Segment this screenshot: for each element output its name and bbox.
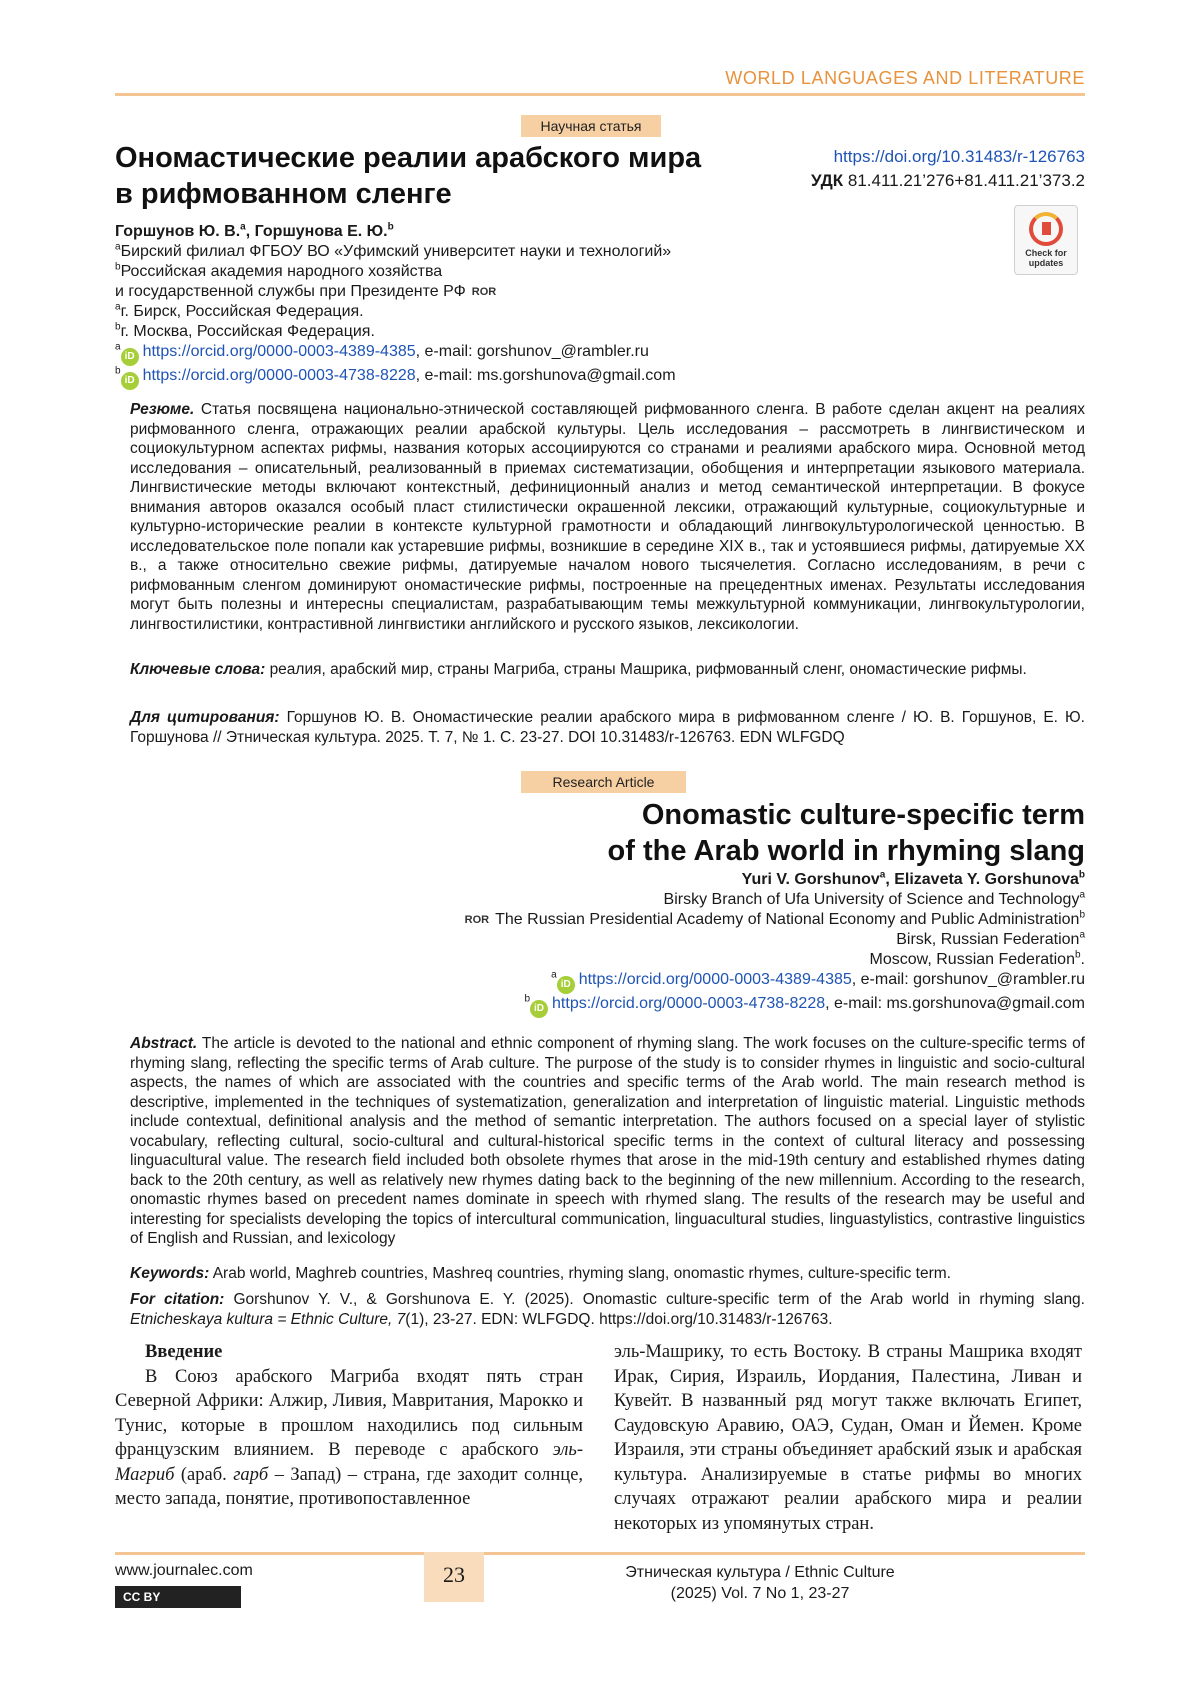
orcid-b-ru: $^b$iD https://orcid.org/0000-0003-4738-8228, e-mail: ms.gorshunova@gmail.com <box>115 366 765 390</box>
orcid-icon[interactable]: iD <box>557 976 575 994</box>
check-for-updates-badge[interactable]: Check for updates <box>1014 205 1078 275</box>
body-paragraph: эль-Машрику, то есть Востоку. В страны Машрика входят Ирак, Сирия, Израиль, Иордания, Палестина, Ливан и Кувейт. В названный ряд могут также включать Египет, Саудовскую Аравию, ОАЭ, Судан, Оман и Йемен. Кроме Израиля, эти страны объединяет арабский язык и арабская культура. Анализируемые в статье рифмы во многих случаях отражают реалии арабского мира и реалии некоторых из упомянутых стран. <box>614 1342 1082 1534</box>
ror-icon[interactable]: ROR <box>464 914 490 926</box>
doi-link[interactable]: https://doi.org/10.31483/r-126763 <box>833 147 1085 166</box>
article-title-ru: Ономастические реалии арабского мира в рифмованном сленге <box>115 142 702 210</box>
udk: УДК 81.411.21’276+81.411.21’373.2 <box>810 171 1085 190</box>
affiliation-b-ru-cont: и государственной службы при Президенте РФ ROR <box>115 283 497 300</box>
authors-block-ru <box>115 222 765 390</box>
article-meta <box>811 145 1085 193</box>
section-heading: Введение <box>145 1342 223 1362</box>
ror-icon[interactable]: ROR <box>471 286 497 298</box>
footer-journal-info: Этническая культура / Ethnic Culture (2025) Vol. 7 No 1, 23-27 <box>625 1564 895 1602</box>
author-names-ru: Горшунов Ю. В.$^a$, Горшунова Е. Ю.$^b$ <box>115 221 394 240</box>
footer-left <box>115 1562 253 1608</box>
orcid-icon[interactable]: iD <box>530 1000 548 1018</box>
affiliation-a-ru: $^a$Бирский филиал ФГБОУ ВО «Уфимский университет науки и технологий» <box>115 241 672 260</box>
check-for-updates-icon <box>1029 212 1063 246</box>
orcid-icon[interactable]: iD <box>121 372 139 390</box>
author-names-en: Yuri V. Gorshunov$^a$, Elizaveta Y. Gorshunova$^b$ <box>741 869 1085 888</box>
affiliation-a-en: Birsky Branch of Ufa University of Science and Technology$^a$ <box>663 889 1085 908</box>
article-title-en: Onomastic culture-specific term of the Arab world in rhyming slang <box>607 799 1085 867</box>
journal-website[interactable]: www.journalec.com <box>115 1562 253 1579</box>
authors-block-en <box>185 870 1085 1018</box>
page-header <box>115 60 1085 96</box>
city-a-ru: $^a$г. Бирск, Российская Федерация. <box>115 301 364 320</box>
orcid-icon[interactable]: iD <box>121 348 139 366</box>
body-paragraph: В Союз арабского Магриба входят пять стран Северной Африки: Алжир, Ливия, Мавритания, Марокко и Тунис, которые в прошлом находились под сильным французским влиянием. В переводе с арабского эль-Магриб (араб. гарб – Запад) – страна, где заходит солнце, место запада, понятие, противопоставленное <box>115 1366 584 1509</box>
body-column-2 <box>614 1340 1082 1536</box>
citation-ru: Для цитирования: Горшунов Ю. В. Ономастические реалии арабского мира в рифмованном сленге / Ю. В. Горшунов, Е. Ю. Горшунова // Этническая культура. 2025. Т. 7, № 1. С. 23-27. DOI 10.31483/r-126763. EDN WLFGDQ <box>130 709 1085 746</box>
orcid-b-en: $^b$iD https://orcid.org/0000-0003-4738-8228, e-mail: ms.gorshunova@gmail.com <box>185 994 1085 1018</box>
city-a-en: Birsk, Russian Federation$^a$ <box>896 929 1085 948</box>
orcid-a-en: $^a$iD https://orcid.org/0000-0003-4389-4385, e-mail: gorshunov_@rambler.ru <box>185 970 1085 994</box>
city-b-en: Moscow, Russian Federation$^b$. <box>869 949 1085 968</box>
abstract-en: Abstract. The article is devoted to the national and ethnic component of rhyming slang. The work focuses on the culture-specific terms of rhyming slang, reflecting the specific terms of Arab culture. The purpose of the study is to consider rhymes in linguistic and socio-cultural aspects, the names of which are associated with the countries and specific terms of the Arab world. The main research method is descriptive, implemented in the techniques of systematization, generalization and interpretation of linguistic material. Linguistic methods include contextual, definitional analysis and the method of semantic interpretation. The authors focused on a special layer of stylistic vocabulary, reflecting cultural, socio-cultural and cultural-historical specific terms in the context of cultural literacy and possessing linguacultural value. The research field included both obsolete rhymes that arose in the mid-19th century and established rhymes dating back to the 20th century, as well as relatively new rhymes dating back to the beginning of the new millennium. According to the research, onomastic rhymes based on precedent names dominate in speech with rhymed slang. The results of the research may be useful and interesting for specialists developing the topics of intercultural communication, linguacultural studies, linguastylistics, contrastive linguistics of English and Russian, and lexicology <box>130 1035 1085 1247</box>
article-type-tag-en: Research Article <box>521 771 686 793</box>
keywords-ru: Ключевые слова: реалия, арабский мир, страны Магриба, страны Машрика, рифмованный сленг, ономастические рифмы. <box>130 661 1027 678</box>
abstract-ru: Резюме. Статья посвящена национально-этнической составляющей рифмованного сленга. В работе сделан акцент на реалиях рифмованного сленга, отражающих реалии арабской культуры. Цель исследования – рассмотреть в лингвистическом и социокультурном аспектах рифмы, названия которых ассоциируются со странами и реалиями арабского мира. Основной метод исследования – описательный, реализованный в приемах систематизации, обобщения и интерпретации языкового материала. Лингвистические методы включают контекстный, дефиниционный анализ и метод семантической интерпретации. В фокусе внимания авторов оказался особый пласт стилистически окрашенной лексики, отражающий культурные, социокультурные и культурно-исторические реалии в контексте культурной грамотности и обладающий лингвокультурологической ценностью. В исследовательское поле попали как устаревшие рифмы, возникшие в середине XIX в., так и устоявшиеся рифмы, датируемые XX в., а также относительно свежие рифмы, датируемые началом нового тысячелетия. Согласно исследованиям, в речи с рифмованным сленгом доминируют ономастические рифмы, построенные на прецедентных именах. Результаты исследования могут быть полезны и интересны специалистам, разрабатывающим темы межкультурной коммуникации, лингвокультурологии, лингвостилистики, контрастивной лингвистики английского и русского языков, лексикологии. <box>130 401 1085 633</box>
citation-en: For citation: Gorshunov Y. V., & Gorshunova E. Y. (2025). Onomastic culture-specific term of the Arab world in rhyming slang. Etnicheskaya kultura = Ethnic Culture, 7(1), 23-27. EDN: WLFGDQ. https://doi.org/10.31483/r-126763. <box>130 1291 1085 1328</box>
journal-section-title: WORLD LANGUAGES AND LITERATURE <box>725 68 1085 88</box>
page-number: 23 <box>424 1552 484 1602</box>
footer-divider <box>115 1552 1085 1555</box>
keywords-en: Keywords: Arab world, Maghreb countries, Mashreq countries, rhyming slang, onomastic rhymes, culture-specific term. <box>130 1265 951 1282</box>
orcid-a-ru: $^a$iD https://orcid.org/0000-0003-4389-4385, e-mail: gorshunov_@rambler.ru <box>115 342 765 366</box>
affiliation-b-ru: $^b$Российская академия народного хозяйства <box>115 261 443 280</box>
city-b-ru: $^b$г. Москва, Российская Федерация. <box>115 321 375 340</box>
cc-by-license-icon[interactable]: CC BY <box>115 1586 241 1608</box>
article-type-tag-ru: Научная статья <box>521 115 661 137</box>
affiliation-b-en: ROR The Russian Presidential Academy of National Economy and Public Administration$^b$ <box>464 909 1085 928</box>
body-column-1 <box>115 1340 583 1512</box>
